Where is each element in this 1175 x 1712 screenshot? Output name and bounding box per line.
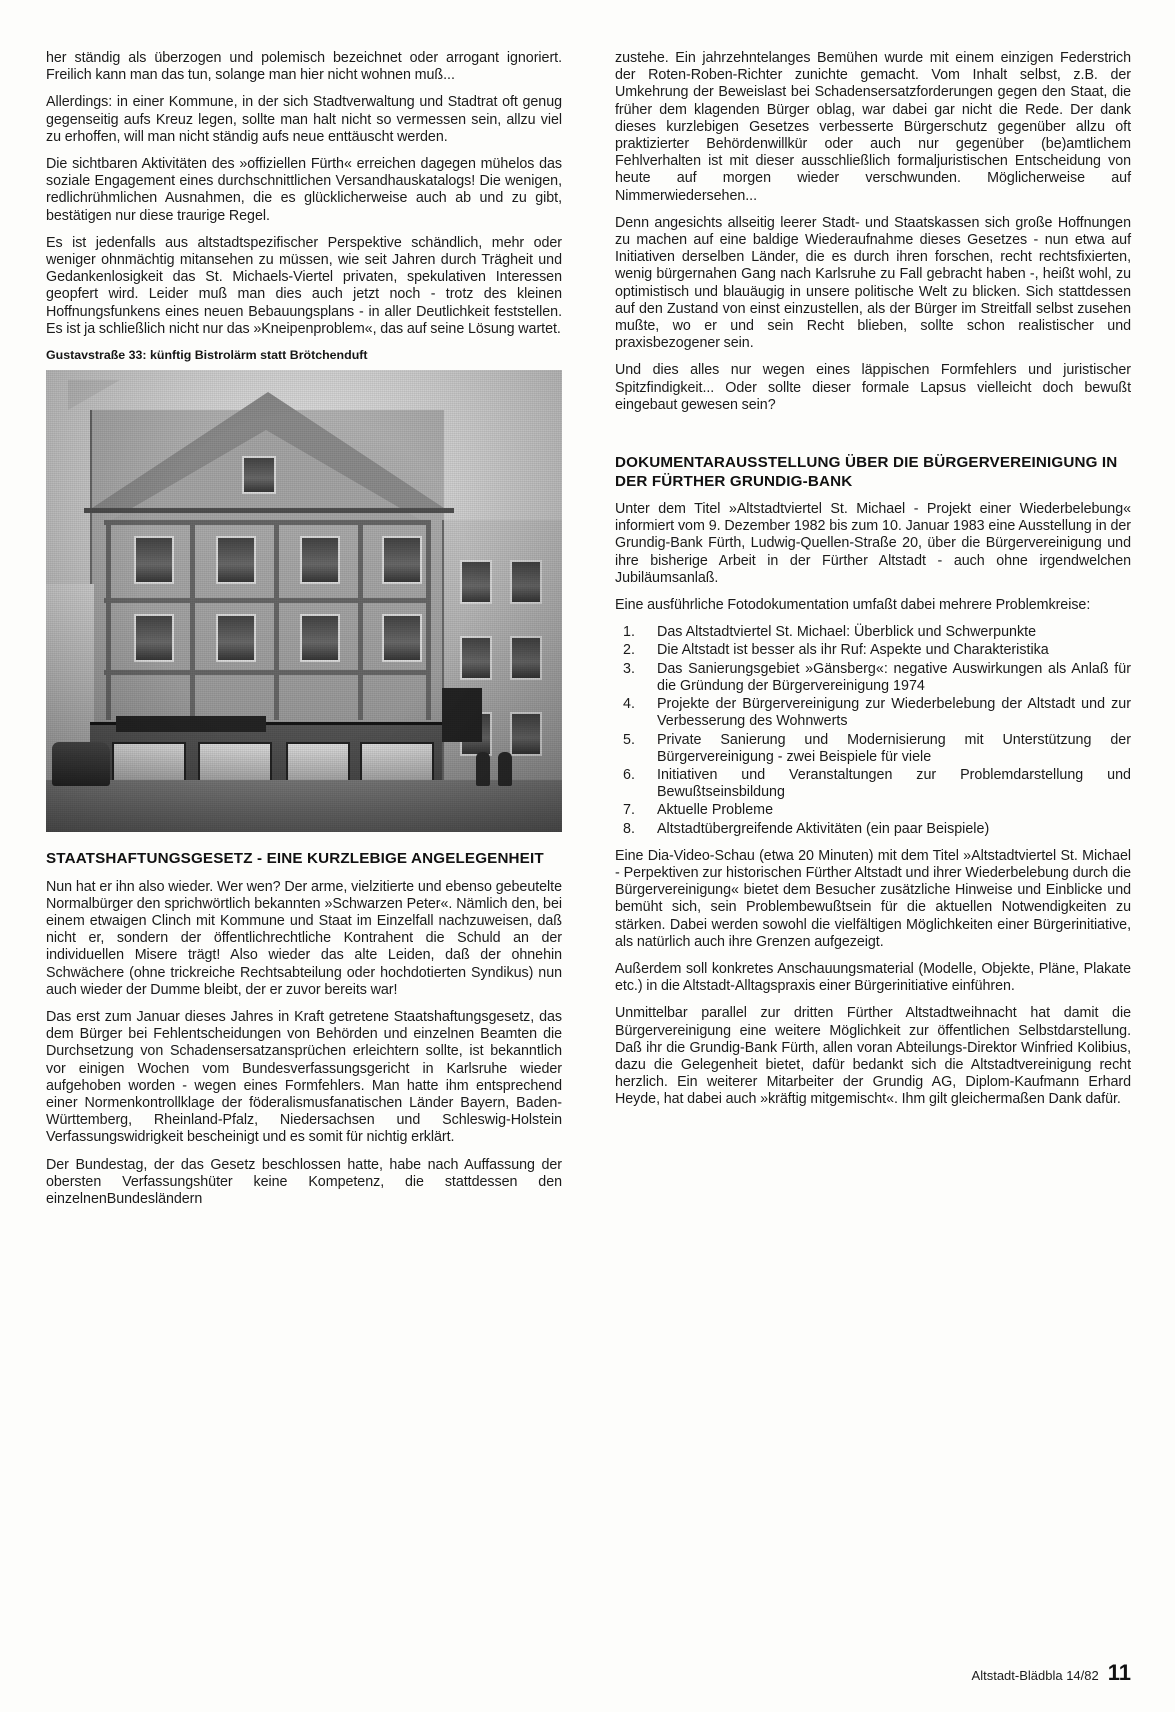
photo-shop-sign bbox=[116, 716, 266, 732]
photo-pedestrian bbox=[476, 752, 490, 786]
paragraph: Außerdem soll konkretes Anschauungsmaterial (Modelle, Objekte, Pläne, Plakate etc.) in die Altstadt-Alltagspraxis einer Bürgerinitiative einführen. bbox=[615, 960, 1131, 995]
list-item-label: Das Sanierungsgebiet »Gänsberg«: negative Auswirkungen als Anlaß für die Gründung der Bürgervereinigung 1974 bbox=[657, 660, 1131, 694]
list-item bbox=[615, 624, 1131, 641]
paragraph: Eine ausführliche Fotodokumentation umfaßt dabei mehrere Problemkreise: bbox=[615, 597, 1091, 614]
list-item-number: 3. bbox=[623, 660, 635, 677]
list-item bbox=[615, 821, 1131, 838]
photo-timber-post bbox=[106, 520, 111, 720]
left-column bbox=[46, 50, 562, 1620]
paragraph: zustehe. Ein jahrzehntelanges Bemühen wurde mit einem einzigen Federstrich der Roten-Roben-Richter zunichte gemacht. Vom Inhalt selbst, z.B. der Umkehrung der Beweislast bei Schadensersatzforderungen gegen den Staat, die früher dem klagenden Bürger oblag, war dabei gar nicht die Rede. Der dank dieses kurzlebigen Gesetzes verbesserte Bürgerschutz gegenüber allzu oft praktizierter Behördenwillkür oder auch nur gegenüber (be)amtlichem Fehlverhalten ist mit dieser ausschließlich formaljuristischen Entscheidung von heute auf morgen wieder verschwunden. Möglicherweise auf Nimmerwiedersehen... bbox=[615, 50, 1131, 204]
photo-roofline bbox=[84, 508, 454, 513]
list-item-label: Initiativen und Veranstaltungen zur Problemdarstellung und Bewußtseinsbildung bbox=[657, 766, 1131, 801]
list-item-label: Aktuelle Probleme bbox=[657, 802, 774, 819]
paragraph: Allerdings: in einer Kommune, in der sich Stadtverwaltung und Stadtrat oft genug gegenseitig aufs Kreuz legen, sollte man halt nicht so vermessen sein, allzu viel zu erhoffen, will man nicht ständig aufs neue enttäuscht werden. bbox=[46, 94, 562, 145]
paragraph: Und dies alles nur wegen eines läppischen Formfehlers und juristischer Spitzfindigkeit... Oder sollte dieser formale Lapsus vielleicht doch bewußt eingebaut gewesen sein? bbox=[615, 362, 1131, 413]
paragraph: Denn angesichts allseitig leerer Stadt- und Staatskassen sich große Hoffnungen zu machen auf eine baldige Wiederaufnahme dieses Gesetzes - nun etwa auf Initiativen derselben Länder, die es durch ihren forschen, recht rechtsfixierten, wenig bürgernahen Gang nach Karlsruhe zu Fall gebracht haben -, heißt wohl, zu optimistisch und blauäugig in unsere politische Welt zu blicken. Sich stattdessen auf den Zustand von einst einzustellen, als der Bürger im Streitfall selbst zusehen mußte, wo er und sein Recht blieben, sollte schon realistischer und praxisbezogener sein. bbox=[615, 214, 1131, 352]
paragraph: Die sichtbaren Aktivitäten des »offiziellen Fürth« erreichen dagegen mühelos das soziale Engagement eines durchschnittlichen Versandhauskatalogs! Die wenigen, redlichrühmlichen Ausnahmen, die es glücklicherweise auch ab und zu gibt, bestätigen nur diese traurige Regel. bbox=[46, 156, 562, 224]
paragraph: her ständig als überzogen und polemisch bezeichnet oder arrogant ignoriert. Freilich kann man das tun, solange man hier nicht wohnen muß... bbox=[46, 50, 562, 84]
footer-imprint: Altstadt-Blädbla 14/82 bbox=[971, 1668, 1099, 1683]
paragraph: Es ist jedenfalls aus altstadtspezifischer Perspektive schändlich, mehr oder weniger ohnmächtig mitansehen zu müssen, wie seit Jahren durch Trägheit und Gedankenlosigkeit das St. Michaels-Viertel privaten, spekulativen Interessen geopfert wird. Leider muß man dies auch jetzt noch - trotz des kleinen Hoffnungsfunkens eines neuen Bebauungsplans - in aller Deutlichkeit feststellen. Es ist ja schließlich nicht nur das »Kneipenproblem«, das auf seine Lösung wartet. bbox=[46, 234, 562, 337]
photo-timber-post bbox=[274, 520, 279, 720]
photo-street bbox=[46, 780, 562, 832]
list-item bbox=[615, 802, 1131, 819]
photo-flag bbox=[68, 380, 120, 410]
list-item bbox=[615, 732, 1131, 766]
list-item bbox=[615, 696, 1131, 730]
right-column bbox=[615, 50, 1131, 1620]
list-item-label: Die Altstadt ist besser als ihr Ruf: Aspekte und Charakteristika bbox=[657, 642, 1049, 659]
photo-window bbox=[216, 536, 256, 584]
photo-timber-beam bbox=[104, 598, 430, 603]
list-item-number: 7. bbox=[623, 802, 635, 819]
list-item bbox=[615, 642, 1131, 659]
list-item-number: 8. bbox=[623, 820, 635, 837]
photo-window bbox=[134, 536, 174, 584]
page-footer bbox=[972, 1660, 1131, 1686]
paragraph: Das erst zum Januar dieses Jahres in Kraft getretene Staatshaftungsgesetz, das dem Bürger bei Fehlentscheidungen von Behörden und einzelnen Beamten die Durchsetzung von Schadensersatzansprüchen erleichtern sollte, ist bekanntlich vor einigen Wochen vom Bundesverfassungsgericht in Karlsruhe wieder aufgehoben worden - wegen eines Formfehlers. Man hatte ihm entsprechend einer Normenkontrollklage der föderalismusfanatischen Länder Bayern, Baden-Württemberg, Rheinland-Pfalz, Niedersachsen und Schleswig-Holstein Verfassungswidrigkeit bescheinigt und es somit für nichtig erklärt. bbox=[46, 1008, 562, 1146]
paragraph: Nun hat er ihn also wieder. Wer wen? Der arme, vielzitierte und ebenso gebeutelte Normalbürger den sprichwörtlich bekannten »Schwarzen Peter«. Nämlich den, bei einem etwaigen Clinch mit Kommune und Staat im Einzelfall nachzuweisen, daß nicht er, sondern der öffentlichrechtliche Kontrahent die Schuld an der individuellen Misere trägt! Also wieder das alte Leiden, daß der ohnehin Schwächere (ohne trickreiche Rechtsabteilung oder hochdotierten Syndikus) nun auch wieder der Dumme bleibt, der er zuvor bereits war! bbox=[46, 878, 562, 998]
list-item-number: 1. bbox=[623, 624, 635, 641]
problem-list bbox=[615, 624, 1131, 837]
photo-caption: Gustavstraße 33: künftig Bistrolärm statt Brötchenduft bbox=[46, 348, 368, 363]
photo-window bbox=[134, 614, 174, 662]
photo-window bbox=[216, 614, 256, 662]
paragraph: Unmittelbar parallel zur dritten Fürther Altstadtweihnacht hat damit die Bürgervereinigung eine weitere Möglichkeit zur öffentlichen Selbstdarstellung. Daß ihr die Grundig-Bank Fürth, allen voran Abteilungs-Direktor Winfried Kolibius, dazu die Gelegenheit bietet, dafür bedankt sich die Altstadtvereinigung recht herzlich. Ein weiterer Mitarbeiter der Grundig AG, Diplom-Kaufmann Erhard Heyde, hat dabei auch »kräftig mitgemischt«. Ihm gilt gleichermaßen Dank dafür. bbox=[615, 1005, 1131, 1108]
photo-timber-beam bbox=[104, 520, 430, 525]
list-item-number: 5. bbox=[623, 731, 635, 748]
photo-car bbox=[52, 742, 110, 786]
photo-window bbox=[510, 712, 542, 756]
photo-window bbox=[242, 456, 276, 494]
section-heading-staatshaftungsgesetz: STAATSHAFTUNGSGESETZ - EINE KURZLEBIGE ANGELEGENHEIT bbox=[46, 850, 544, 868]
paragraph: Unter dem Titel »Altstadtviertel St. Michael - Projekt einer Wiederbelebung« informiert vom 9. Dezember 1982 bis zum 10. Januar 1983 eine Ausstellung in der Grundig-Bank Fürth, Ludwig-Quellen-Straße 20, über die Bürgervereinigung und ihre bisherige Arbeit in der Fürther Altstadt - auch ohne irgendwelchen Jubiläumsanlaß. bbox=[615, 501, 1131, 586]
list-item bbox=[615, 661, 1131, 695]
photo-window bbox=[460, 636, 492, 680]
list-item bbox=[615, 767, 1131, 801]
photo-window bbox=[460, 560, 492, 604]
list-item-number: 6. bbox=[623, 766, 635, 783]
photo-wall-sign bbox=[442, 688, 482, 742]
photo-timber-post bbox=[358, 520, 363, 720]
section-heading-dokumentarausstellung: DOKUMENTARAUSSTELLUNG ÜBER DIE BÜRGERVEREINIGUNG IN DER FÜRTHER GRUNDIG-BANK bbox=[615, 454, 1118, 490]
photo-window bbox=[510, 560, 542, 604]
list-item-label: Altstadtübergreifende Aktivitäten (ein paar Beispiele) bbox=[657, 820, 990, 837]
list-item-number: 2. bbox=[623, 642, 635, 659]
paragraph: Eine Dia-Video-Schau (etwa 20 Minuten) mit dem Titel »Altstadtviertel St. Michael - Perpektiven zur historischen Fürther Altstadt und ihrer Wiederbelebung durch die Bürgervereinigung« bietet dem Besucher zusätzliche Hinweise und Einblicke und bemüht sich, sein Problembewußtsein für die aktuellen Notwendigkeiten zu stärken. Dabei werden sowohl die vielfältigen Möglichkeiten einer Bürgerinitiative, als natürlich auch ihre Grenzen aufgezeigt. bbox=[615, 847, 1131, 950]
photo-timber-beam bbox=[104, 670, 430, 675]
photo-gustavstrasse-33 bbox=[46, 370, 562, 832]
photo-window bbox=[300, 536, 340, 584]
list-item-label: Projekte der Bürgervereinigung zur Wiederbelebung der Altstadt und zur Verbesserung des Wohnwerts bbox=[657, 696, 1131, 730]
photo-window bbox=[510, 636, 542, 680]
photo-pedestrian bbox=[498, 752, 512, 786]
two-column-layout bbox=[46, 50, 1131, 1620]
list-item-label: Das Altstadtviertel St. Michael: Überblick und Schwerpunkte bbox=[657, 624, 1037, 641]
list-item-number: 4. bbox=[623, 696, 635, 713]
paragraph: Der Bundestag, der das Gesetz beschlossen hatte, habe nach Auffassung der obersten Verfassungshüter keine Kompetenz, die stattdessen den einzelnenBundesländern bbox=[46, 1156, 562, 1207]
photo-window bbox=[300, 614, 340, 662]
photo-timber-post bbox=[426, 520, 431, 720]
list-item-label: Private Sanierung und Modernisierung mit Unterstützung der Bürgervereinigung - zwei Beispiele für viele bbox=[657, 731, 1131, 765]
page-number: 11 bbox=[1107, 1660, 1131, 1685]
photo-window bbox=[382, 614, 422, 662]
photo-window bbox=[382, 536, 422, 584]
photo-timber-post bbox=[190, 520, 195, 720]
